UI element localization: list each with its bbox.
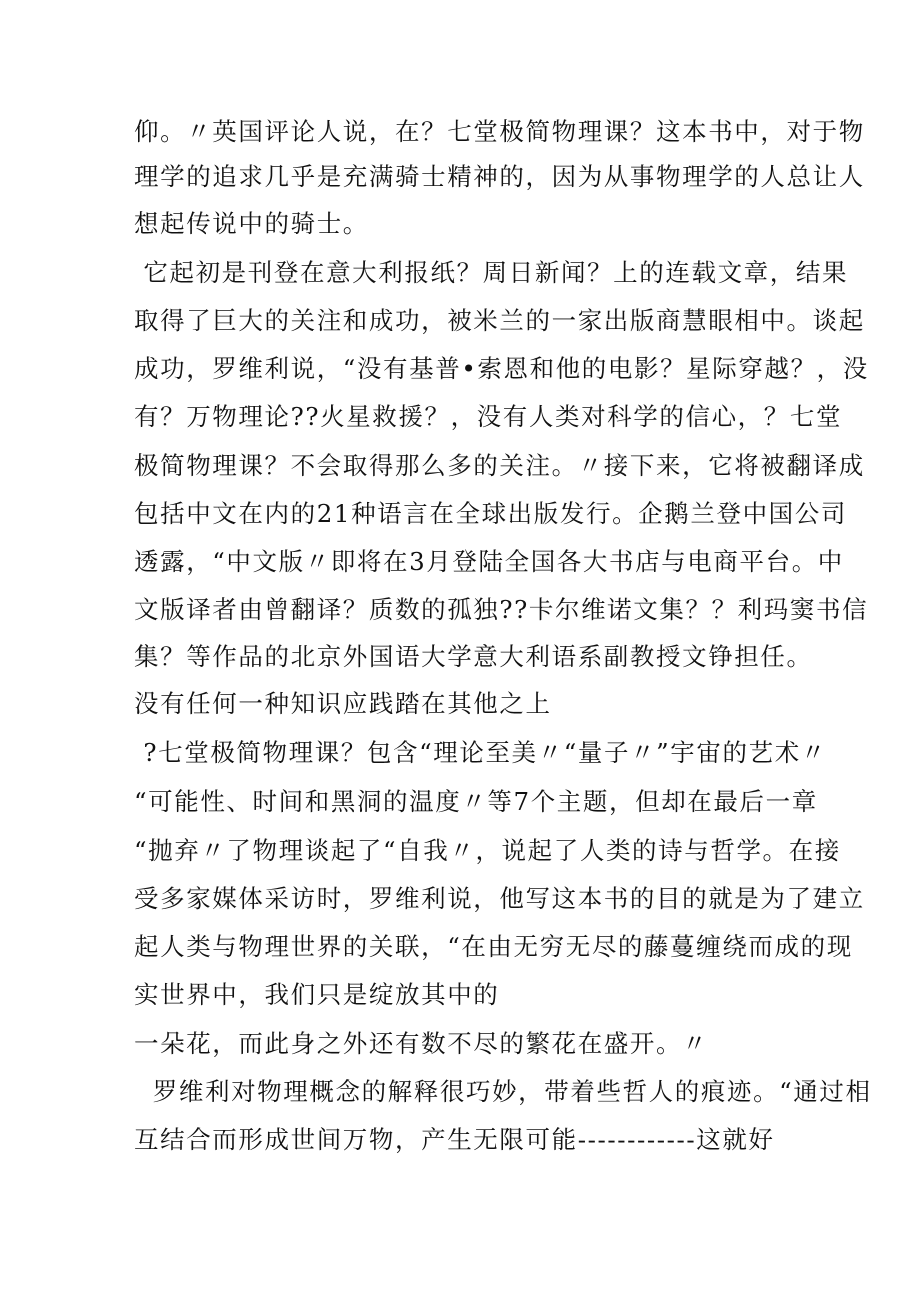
text-line: 仰。〃英国评论人说，在？七堂极简物理课？这本书中，对于物 [134,117,865,146]
text-line: 罗维利对物理概念的解释很巧妙，带着些哲人的痕迹。“通过相 [134,1077,872,1106]
text-line: 透露，“中文版〃即将在3月登陆全国各大书店与电商平台。中 [134,547,844,576]
text-line: 一朵花，而此身之外还有数不尽的繁花在盛开。〃 [134,1029,709,1058]
text-line: 集？等作品的北京外国语大学意大利语系副教授文铮担任。 [134,642,813,671]
text-line: 理学的追求几乎是充满骑士精神的，因为从事物理学的人总让人 [134,162,865,191]
text-line: 包括中文在内的21种语言在全球出版发行。企鹅兰登中国公司 [134,499,847,528]
text-line: 取得了巨大的关注和成功，被米兰的一家出版商慧眼相中。谈起 [134,306,865,335]
text-line: 有？万物理论??火星救援？，没有人类对科学的信心，？七堂 [134,402,843,431]
text-line: 实世界中，我们只是绽放其中的 [134,980,500,1009]
text-line: 起人类与物理世界的关联，“在由无穷无尽的藤蔓缠绕而成的现 [134,932,853,961]
text-line: 它起初是刊登在意大利报纸？周日新闻？上的连载文章，结果 [134,258,849,287]
text-line: 极简物理课？不会取得那么多的关注。〃接下来，它将被翻译成 [134,451,865,480]
text-line: “抛弃〃了物理谈起了“自我〃，说起了人类的诗与哲学。在接 [134,836,841,865]
text-line: 成功，罗维利说，“没有基普•索恩和他的电影？星际穿越？，没 [134,354,869,383]
text-line: 受多家媒体采访时，罗维利说，他写这本书的目的就是为了建立 [134,884,865,913]
text-line: 互结合而形成世间万物，产生无限可能------------这就好 [134,1125,775,1154]
text-line: 文版译者由曾翻译？质数的孤独??卡尔维诺文集？？利玛窦书信 [134,595,869,624]
text-line: “可能性、时间和黑洞的温度〃等7个主题，但却在最后一章 [134,787,818,816]
text-line: 想起传说中的骑士。 [134,209,369,238]
section-heading: 没有任何一种知识应践踏在其他之上 [134,689,552,718]
text-line: ?七堂极简物理课？包含“理论至美〃“量子〃”宇宙的艺术〃 [134,738,827,767]
